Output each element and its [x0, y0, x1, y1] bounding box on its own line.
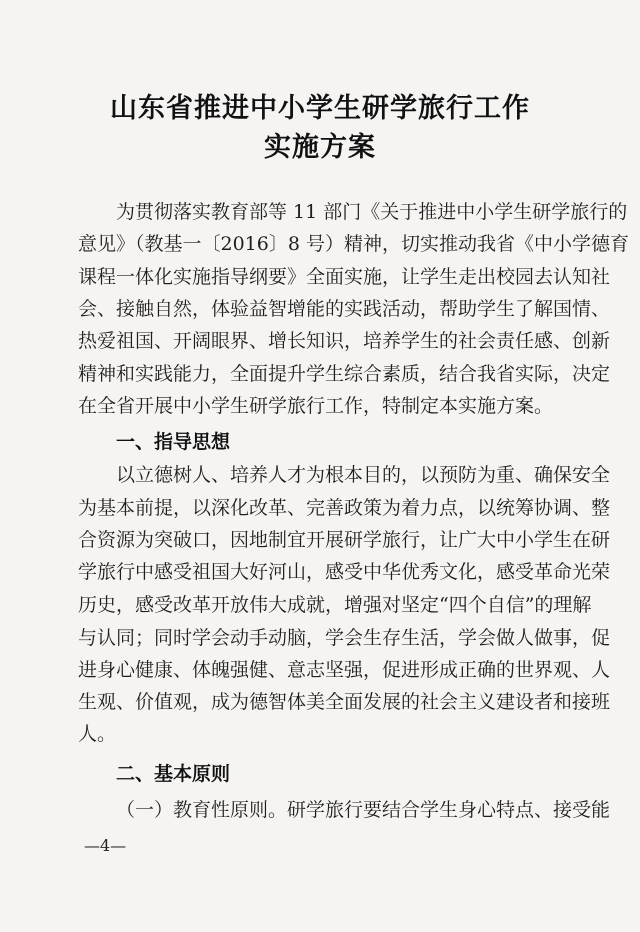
intro-line: 意见》（教基一〔2016〕8 号）精神，切实推动我省《中小学德育: [78, 233, 629, 255]
intro-line: 会、接触自然，体验益智增能的实践活动，帮助学生了解国情、: [78, 298, 611, 320]
intro-line: 在全省开展中小学生研学旅行工作，特制定本实施方案。: [78, 395, 554, 417]
document-title-line-1: 山东省推进中小学生研学旅行工作: [110, 93, 530, 124]
section1-line: 合资源为突破口，因地制宜开展研学旅行，让广大中小学生在研: [78, 529, 611, 551]
section1-line: 历史，感受改革开放伟大成就，增强对坚定“四个自信”的理解: [78, 594, 592, 616]
intro-line: 为贯彻落实教育部等 11 部门《关于推进中小学生研学旅行的: [116, 201, 628, 223]
section-heading-basic-principles: 二、基本原则: [116, 763, 231, 785]
page-number: —4—: [84, 836, 127, 855]
section1-line: 进身心健康、体魄强健、意志坚强，促进形成正确的世界观、人: [78, 659, 611, 681]
intro-line: 课程一体化实施指导纲要》全面实施，让学生走出校园去认知社: [78, 266, 611, 288]
section1-line: 为基本前提，以深化改革、完善政策为着力点，以统筹协调、整: [78, 497, 611, 519]
section1-line: 以立德树人、培养人才为根本目的，以预防为重、确保安全: [116, 464, 611, 486]
section1-line: 学旅行中感受祖国大好河山，感受中华优秀文化，感受革命光荣: [78, 561, 611, 583]
section2-line: （一）教育性原则。研学旅行要结合学生身心特点、接受能: [116, 799, 611, 821]
document-title-line-2: 实施方案: [264, 132, 376, 163]
intro-line: 热爱祖国、开阔眼界、增长知识，培养学生的社会责任感、创新: [78, 330, 611, 352]
intro-line: 精神和实践能力，全面提升学生综合素质，结合我省实际，决定: [78, 363, 611, 385]
section1-line: 人。: [78, 723, 117, 745]
section1-line: 生观、价值观，成为德智体美全面发展的社会主义建设者和接班: [78, 691, 611, 713]
section-heading-guiding-ideology: 一、指导思想: [116, 431, 231, 453]
section1-line: 与认同；同时学会动手动脑，学会生存生活，学会做人做事，促: [78, 627, 611, 649]
